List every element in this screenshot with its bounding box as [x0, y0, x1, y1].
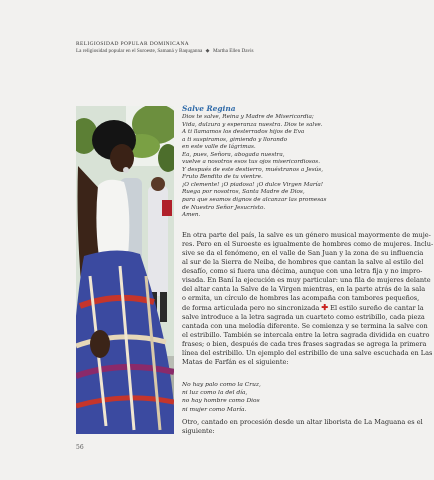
body-line: visada. En Baní la ejecución es muy particular: una fila de mujeres delante [182, 275, 431, 284]
closing-line: Otro, cantado en procesión desde un altar liborista de La Maguana es el [182, 418, 423, 426]
body-line: Matas de Farfán es el siguiente: [182, 357, 289, 366]
prayer-line: para que seamos dignos de alcanzar las promesas [182, 197, 327, 204]
prayer-line: vuelve a nosotros esos tus ojos misericordiosos. [182, 159, 320, 166]
verse-line: ni luz como la del día, [182, 390, 248, 397]
running-head [76, 41, 376, 55]
body-line: sive se da el fenómeno, en el valle de San Juan y la zona de su influencia [182, 248, 424, 257]
prayer-title: Salve Regina [182, 104, 236, 113]
body-line: desafío, como si fuera una décima, aunque con una letra fija y no impro- [182, 266, 423, 275]
verse-estribillo [182, 381, 372, 414]
chapter-subtitle [76, 48, 376, 55]
prayer-line: A ti llamamos los desterrados hijos de Eva [182, 129, 305, 136]
body-line: línea del estribillo. Un ejemplo del estribillo de una salve escuchada en Las [182, 348, 433, 357]
cross-icon: ✚ [321, 301, 329, 312]
body-line: el estribillo. También se intercala entre la letra sagrada dividida en cuatro [182, 330, 430, 339]
closing-line: siguiente: [182, 426, 215, 435]
diamond-separator-icon: ◆ [205, 48, 210, 54]
chapter-title: La religiosidad popular en el Suroeste, Samaná y Baquganna [76, 48, 203, 54]
body-line: cantada con una melodía diferente. Se comienza y se termina la salve con [182, 321, 428, 330]
book-title: RELIGIOSIDAD POPULAR DOMINICANA [76, 41, 190, 47]
prayer-line: de Nuestro Señor Jesucristo. [182, 204, 266, 211]
body-paragraph [182, 231, 434, 367]
prayer-line: en este valle de lágrimas. [182, 144, 256, 151]
body-line-part: El estilo sureño de cantar la [330, 303, 424, 312]
verse-line: no hay hombre como Dios [182, 398, 260, 405]
prayer-line: Ea, pues, Señora, abogada nuestra, [182, 151, 285, 158]
prayer-line: Ruega por nosotros, Santa Madre de Dios, [182, 189, 305, 196]
photo-woman-dancing [76, 106, 174, 434]
body-line: del altar canta la Salve de la Virgen mientras, en la parte atrás de la sala [182, 284, 426, 293]
body-line: res. Pero en el Suroeste es igualmente de hombres como de mujeres. Inclu- [182, 239, 434, 248]
prayer-line: Vida, dulzura y esperanza nuestra. Dios te salve. [182, 121, 323, 128]
page-number: 56 [76, 444, 84, 451]
prayer-line: ¡O clemente! ¡O piadosa! ¡O dulce Virgen María! [182, 181, 324, 188]
prayer-line: Dios te salve, Reina y Madre de Misericordia; [182, 114, 314, 120]
verse-line: No hay palo como la Cruz, [182, 382, 261, 388]
author-name: Martha Ellen Davis [212, 48, 254, 54]
body-line: frases; o bien, después de cada tres frases sagradas se agrega la primera [182, 339, 427, 348]
prayer-line: Amen. [182, 212, 201, 219]
body-line-with-cross [182, 301, 424, 313]
body-line: al sur de la Sierra de Neiba, de hombres que cantan la salve al estilo del [182, 257, 424, 266]
verse-line: ni mujer como María. [182, 406, 247, 413]
body-line: salve introduce a la letra sagrada un cuarteto como estribillo, cada pieza [182, 312, 425, 321]
prayer-line: Fruto Bendito de tu vientre. [182, 174, 263, 181]
prayer-line: a ti suspiramos, gimiendo y llorando [182, 136, 288, 143]
prayer-salve-regina [182, 104, 372, 220]
body-line-part: de forma articulada pero no sincronizada [182, 303, 320, 312]
photo-illustration [76, 106, 174, 434]
body-line: o ermita, un círculo de hombres las acompaña con tambores pequeños, [182, 293, 420, 302]
prayer-line: Y después de este destierro, muéstranos a Jesús, [182, 166, 324, 173]
body-line: En otra parte del país, la salve es un género musical mayormente de muje- [182, 231, 431, 239]
closing-paragraph [182, 418, 423, 436]
